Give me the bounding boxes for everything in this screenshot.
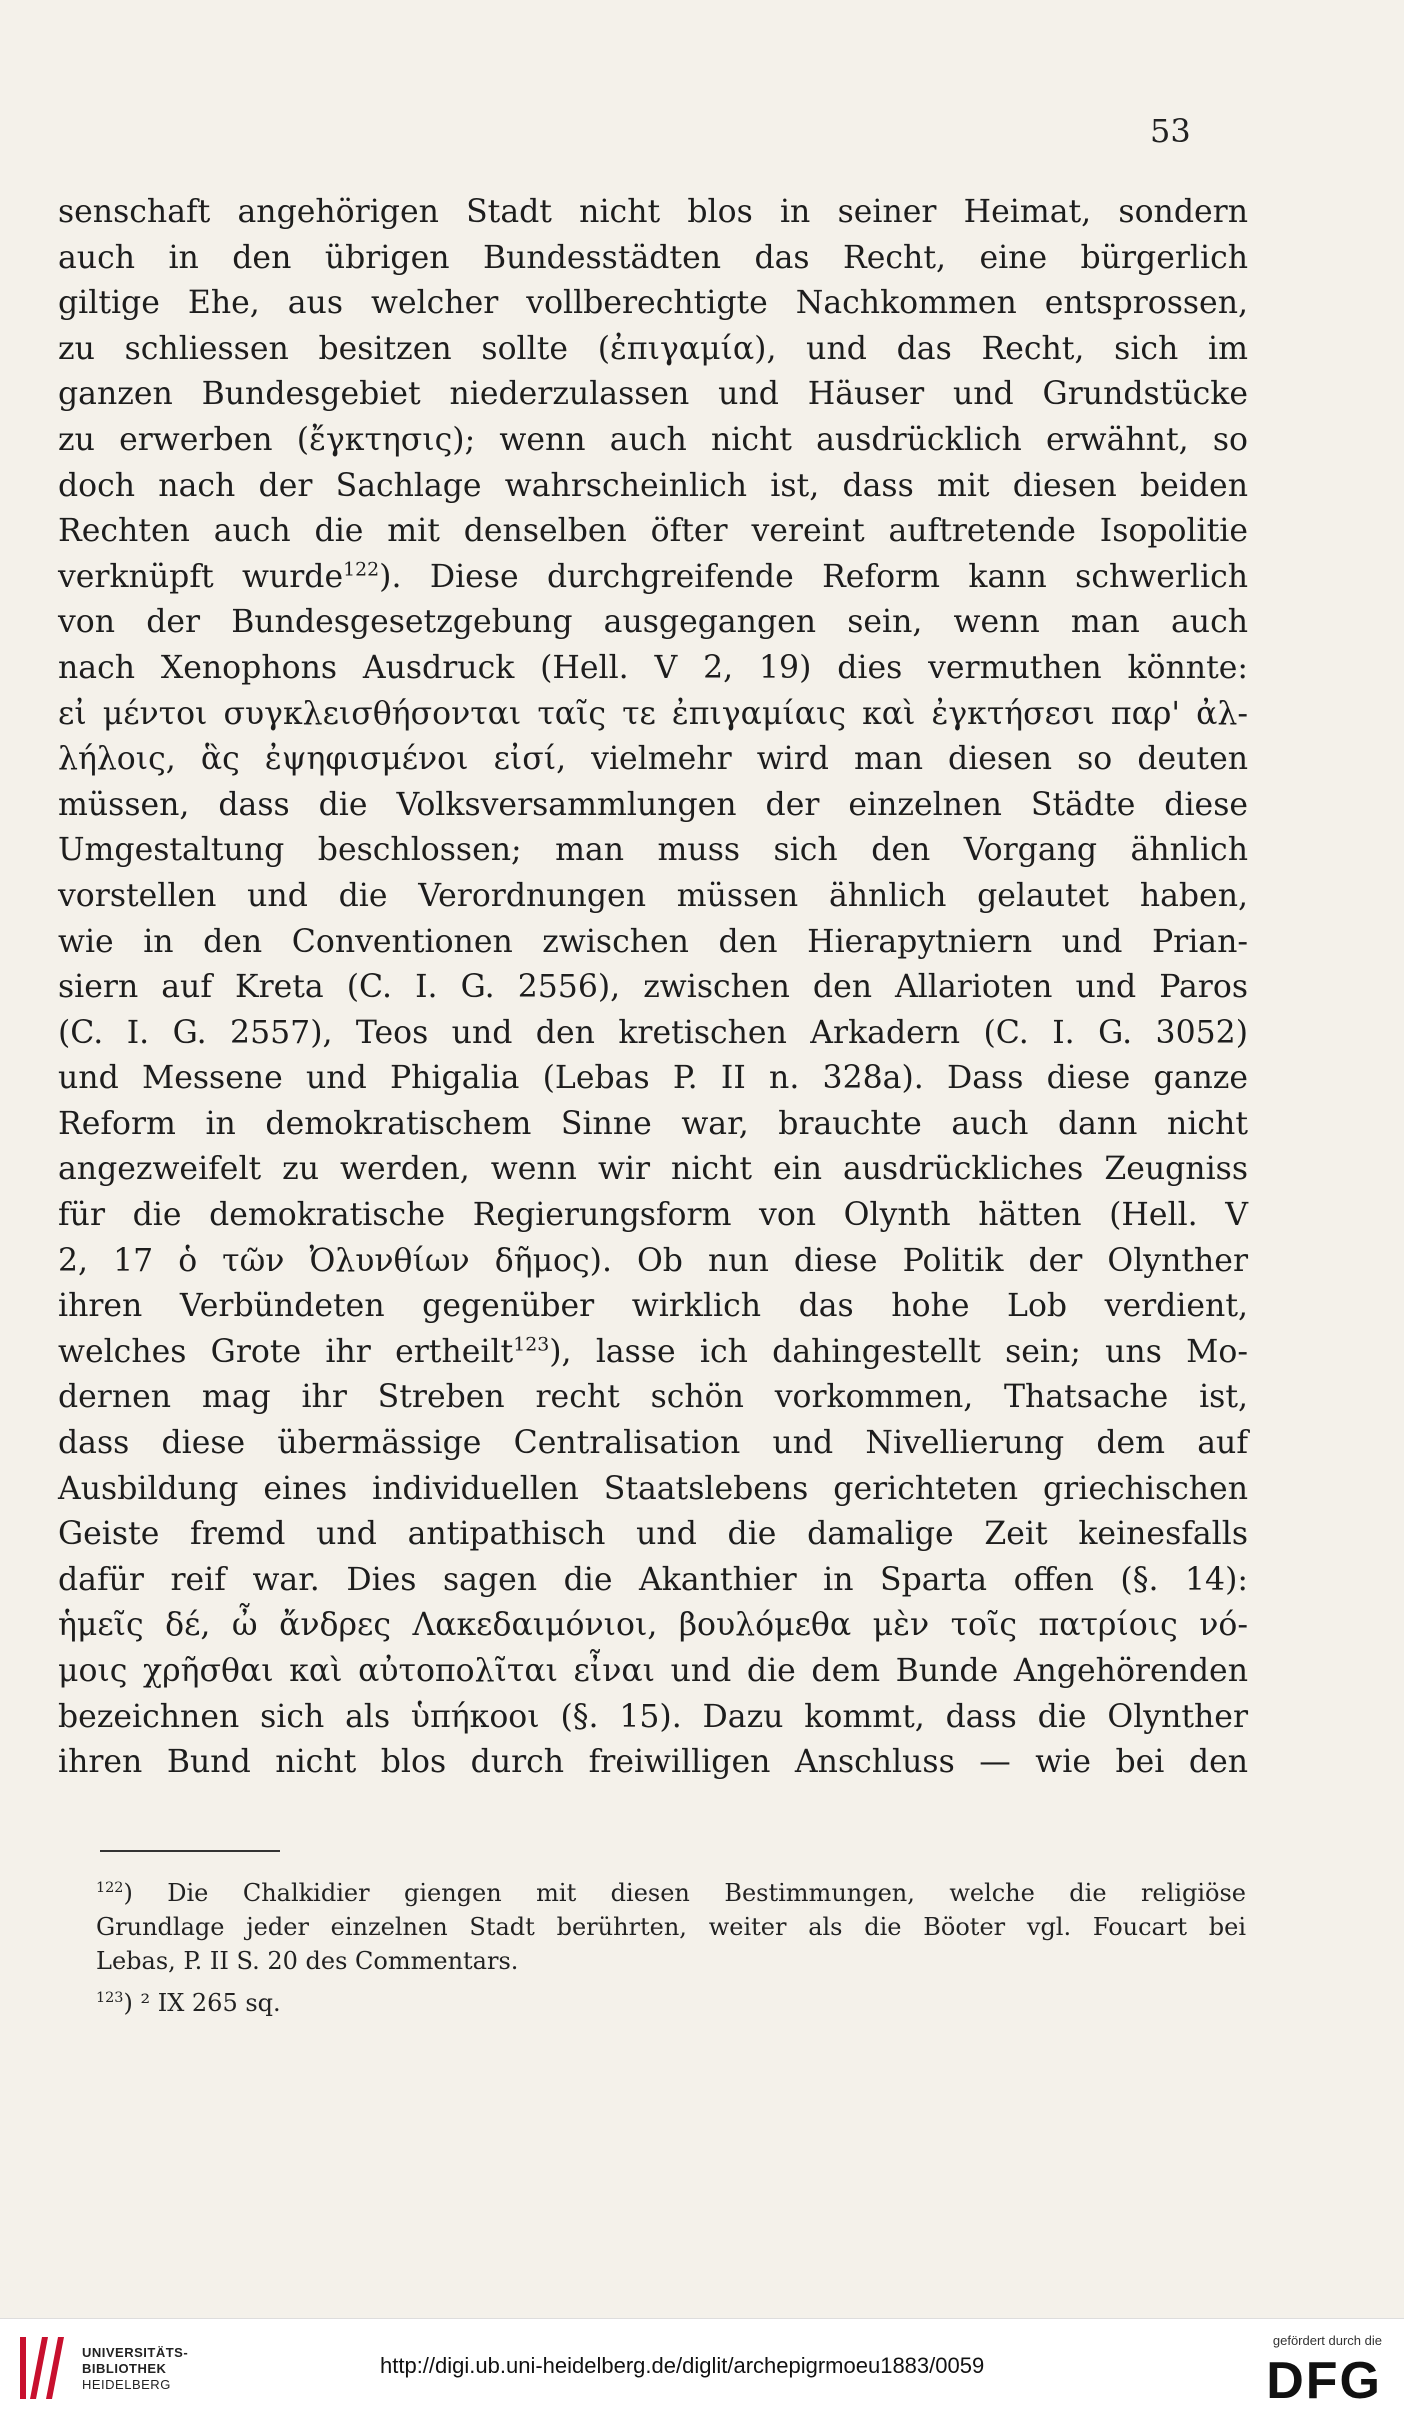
footnote-divider: [100, 1850, 280, 1852]
text-line: und Messene und Phigalia (Lebas P. II n. 328a). Dass diese ganze: [58, 1060, 1248, 1097]
permalink-url[interactable]: http://digi.ub.uni-heidelberg.de/diglit/archepigrmoeu1883/0059: [380, 2353, 985, 2378]
text-line: zu erwerben (ἔγκτησις); wenn auch nicht ausdrücklich erwähnt, so: [58, 421, 1248, 458]
text-line: auch in den übrigen Bundesstädten das Recht, eine bürgerlich: [58, 239, 1248, 276]
institution-line: BIBLIOTHEK: [82, 2361, 167, 2376]
body-text: [58, 190, 1248, 1786]
text-line: Ausbildung eines individuellen Staatslebens gerichteten griechischen: [58, 1470, 1248, 1507]
text-line: angezweifelt zu werden, wenn wir nicht ein ausdrückliches Zeugniss: [58, 1151, 1248, 1188]
text-line: wie in den Conventionen zwischen den Hierapytniern und Prian-: [58, 923, 1248, 960]
footnote-marker: 122: [96, 1880, 124, 1896]
text-line: dafür reif war. Dies sagen die Akanthier in Sparta offen (§. 14):: [58, 1561, 1248, 1598]
text-line: müssen, dass die Volksversammlungen der einzelnen Städte diese: [58, 786, 1248, 823]
text-line: ganzen Bundesgebiet niederzulassen und Häuser und Grundstücke: [58, 376, 1248, 413]
text-line: ihren Verbündeten gegenüber wirklich das hohe Lob verdient,: [58, 1288, 1248, 1325]
footnote-text: ) ² IX 265 sq.: [123, 1989, 281, 2017]
footnotes: [96, 1876, 1246, 2020]
text-line: ἡμεῖς δέ, ὦ ἄνδρες Λακεδαιμόνιοι, βουλόμεθα μὲν τοῖς πατρίοις νό-: [58, 1607, 1248, 1644]
university-library-name: [82, 2345, 188, 2393]
text-line: von der Bundesgesetzgebung ausgegangen sein, wenn man auch: [58, 604, 1248, 641]
text-line: zu schliessen besitzen sollte (ἐπιγαμία), und das Recht, sich im: [58, 330, 1248, 367]
text-line: μοις χρῆσθαι καὶ αὐτοπολῖται εἶναι und die dem Bunde Angehörenden: [58, 1653, 1248, 1689]
text-line: dernen mag ihr Streben recht schön vorkommen, Thatsache ist,: [58, 1379, 1248, 1416]
text-line: siern auf Kreta (C. I. G. 2556), zwischen den Allarioten und Paros: [58, 969, 1248, 1006]
text-line: Rechten auch die mit denselben öfter vereint auftretende Isopolitie: [58, 513, 1248, 550]
text-line: ihren Bund nicht blos durch freiwilligen Anschluss — wie bei den: [58, 1744, 1248, 1781]
institution-line: HEIDELBERG: [82, 2377, 171, 2392]
text-line: Reform in demokratischem Sinne war, brauchte auch dann nicht: [58, 1105, 1248, 1142]
text-line: [58, 555, 1248, 601]
text-line: λήλοις, ἃς ἐψηφισμένοι εἰσί, vielmehr wird man diesen so deuten: [58, 741, 1248, 778]
text-line: εἰ μέντοι συγκλεισθήσονται ταῖς τε ἐπιγαμίαις καὶ ἐγκτήσεσι παρ' ἀλ-: [58, 695, 1248, 732]
text-line: 2, 17 ὁ τῶν Ὀλυνθίων δῆμος). Ob nun diese Politik der Olynther: [58, 1242, 1248, 1279]
text-line: dass diese übermässige Centralisation und Nivellierung dem auf: [58, 1425, 1248, 1462]
text-line: senschaft angehörigen Stadt nicht blos in seiner Heimat, sondern: [58, 194, 1248, 230]
footnote-marker: 123: [96, 1990, 124, 2006]
footnote-123: [96, 1986, 1246, 2020]
text-line: [58, 1330, 1248, 1376]
funding-label: gefördert durch die: [1272, 2333, 1382, 2348]
text-segment: verknüpft wurde: [58, 558, 344, 595]
text-line: nach Xenophons Ausdruck (Hell. V 2, 19) dies vermuthen könnte:: [58, 649, 1248, 686]
viewer-footer: [0, 2318, 1404, 2417]
text-line: doch nach der Sachlage wahrscheinlich ist, dass mit diesen beiden: [58, 467, 1248, 504]
page-number: 53: [1150, 112, 1191, 150]
footnote-ref-123[interactable]: 123: [513, 1333, 550, 1356]
dfg-logo[interactable]: DFG: [1266, 2352, 1382, 2410]
text-line: Geiste fremd und antipathisch und die damalige Zeit keinesfalls: [58, 1516, 1248, 1553]
text-segment: ), lasse ich dahingestellt sein; uns Mo-: [549, 1333, 1249, 1370]
text-line: (C. I. G. 2557), Teos und den kretischen Arkadern (C. I. G. 3052): [58, 1014, 1248, 1051]
text-segment: welches Grote ihr ertheilt: [58, 1333, 514, 1370]
footnote-122: [96, 1876, 1246, 1910]
text-segment: ). Diese durchgreifende Reform kann schwerlich: [379, 558, 1248, 595]
text-line: Umgestaltung beschlossen; man muss sich den Vorgang ähnlich: [58, 832, 1248, 869]
institution-line: UNIVERSITÄTS-: [82, 2345, 189, 2360]
university-library-logo-icon[interactable]: [16, 2333, 70, 2403]
text-line: bezeichnen sich als ὑπήκοοι (§. 15). Dazu kommt, dass die Olynther: [58, 1698, 1248, 1735]
text-line: für die demokratische Regierungsform von Olynth hätten (Hell. V: [58, 1197, 1248, 1234]
text-line: vorstellen und die Verordnungen müssen ähnlich gelautet haben,: [58, 877, 1248, 914]
footnote-text: ) Die Chalkidier giengen mit diesen Bestimmungen, welche die religiöse: [123, 1879, 1246, 1907]
footnote-ref-122[interactable]: 122: [343, 558, 380, 581]
footnote-text: Lebas, P. II S. 20 des Commentars.: [96, 1947, 519, 1975]
text-line: giltige Ehe, aus welcher vollberechtigte Nachkommen entsprossen,: [58, 285, 1248, 322]
footnote-text: Grundlage jeder einzelnen Stadt berührten, weiter als die Böoter vgl. Foucart bei: [96, 1913, 1246, 1941]
